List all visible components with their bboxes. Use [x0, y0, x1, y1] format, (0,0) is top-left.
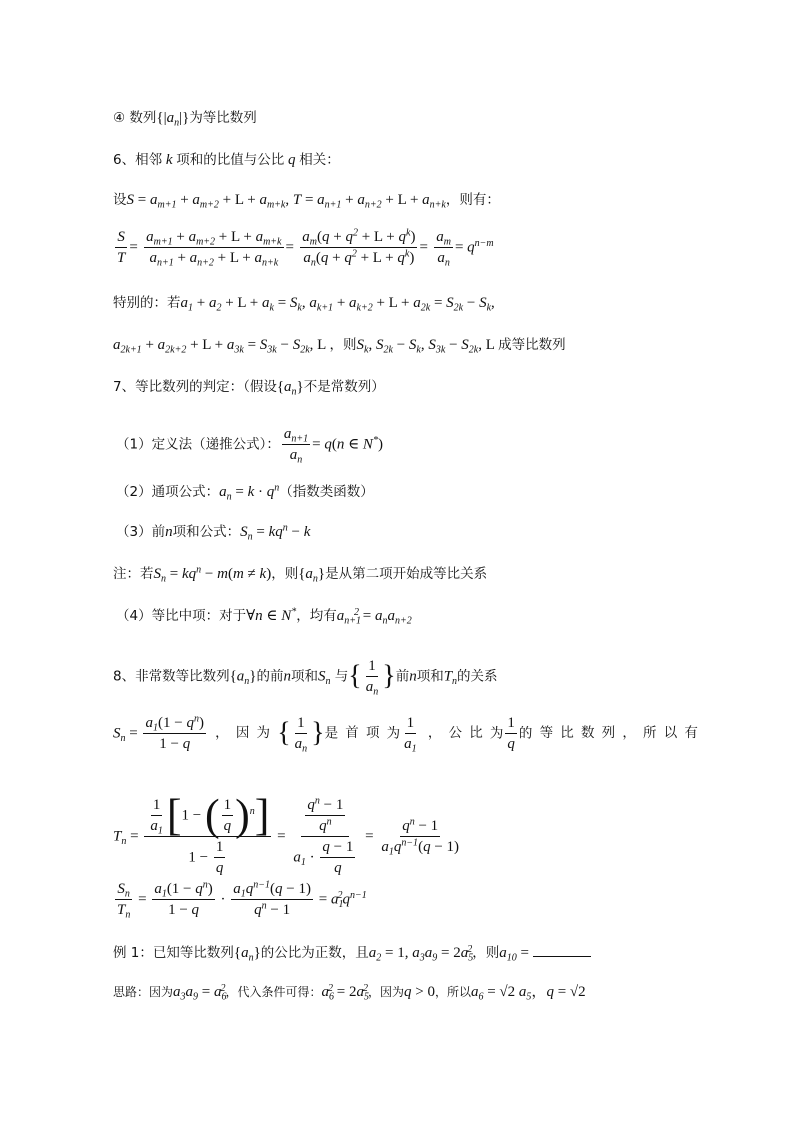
sec7-item4: （4）等比中项：对于∀n ∈ N*，均有$a_{n+1}^2 = a_na_{n+2}$: [116, 606, 412, 627]
sec8-sn-line: $S_n$ = $\frac{a_1(1 - q^n)}{1 - q}$ ， 因 为 { $\frac{1}{a_n}$ }是 首 项 为 $\frac{1}{a_1}$ ， 公 比 为 $\frac{1}{q}$ 的 等 比 数 列 ， 所 以 有: [113, 713, 698, 755]
sec8-ratio-formula: $\frac{S_n}{T_n}$ = $\frac{a_1(1 - q^n)}{1 - q}$ · $\frac{a_1q^{n-1}(q - 1)}{q^n - 1}$ = $a_1^2q^{n-1}$: [117, 879, 367, 921]
sec6-special-line2: $a_{2k+1} + a_{2k+2} + L + a_{3k} = S_{3k} - S_{2k}$, L ，则$S_k$, $S_{2k} - S_k$, $S_{3k} - S_{2k}$, L 成等比数列: [113, 337, 566, 356]
thinking-line: 思路：因为$a_3a_9 = a_6^2$，代入条件可得：$a_6^2 = 2a_5^2$，因为q > 0，所以$a_6 = √2$ $a_5$，q = √2: [113, 983, 586, 1003]
sec6-ratio-formula: $\frac{S}{T}$ = $\frac{a_{m+1} + a_{m+2} + L + a_{m+k}}{a_{n+1} + a_{n+2} + L + a_{n+k}}$ = $\frac{a_m(q + q^2 + L + q^k)}{a_n(q + q^2 + L + q^k)}$ = $\frac{a_m}{a_n}$ = $q^{n-m}$: [117, 227, 494, 269]
sec8-title: 8、非常数等比数列$\{a_n\}$的前n项和$S_n$ 与{ $\frac{1}{a_n}$ }前n项和$T_n$的关系: [113, 658, 498, 698]
sec7-title: 7、等比数列的判定：（假设$\{a_n\}$不是常数列）: [113, 379, 385, 398]
sec7-item3: （3）前n项和公式：$S_n = kq^n - k$: [116, 522, 311, 543]
sec6-title: 6、相邻 k 项和的比值与公比 q 相关：: [113, 152, 340, 168]
sec7-item1: （1）定义法（递推公式）： $\frac{a_{n+1}}{a_n}$ = q(n ∈ N*): [116, 426, 383, 466]
example1-line: 例 1：已知等比数列$\{a_n\}$的公比为正数，且$a_2 = 1$, $a_3a_9 = 2a_5^2$，则$a_{10}$ =: [113, 942, 698, 963]
sec6-special-line1: 特别的：若$a_1 + a_2 + L + a_k = S_k$, $a_{k+1} + a_{k+2} + L + a_{2k} = S_{2k} - S_k$,: [113, 295, 495, 314]
sec8-tn-formula: $T_n$ = $\frac{1}{a_1}$ [1 − ( $\frac{1}{q}$ )$^n$] 1 − $\frac{1}{q}$ = $\frac{q^n - 1}{q^n}$ $a_1$ · $\frac{q - 1}{q}$ = $\frac{q^n - 1}{a_1q^{n-1}(q - 1)}$: [113, 790, 460, 876]
sec7-note: 注：若$S_n = kq^n - m(m \ne k)$，则$\{a_n\}$是从第二项开始成等比关系: [113, 564, 488, 585]
item4-line: ④ 数列$\{|a_n|\}$为等比数列: [113, 110, 257, 129]
answer-blank[interactable]: [533, 942, 591, 957]
sec6-set-line: 设$S = a_{m+1} + a_{m+2} + L + a_{m+k}$, $T = a_{n+1} + a_{n+2} + L + a_{n+k}$，则有：: [113, 192, 500, 211]
sec7-item2: （2）通项公式：$a_n = k \cdot q^n$（指数类函数）: [116, 482, 374, 503]
